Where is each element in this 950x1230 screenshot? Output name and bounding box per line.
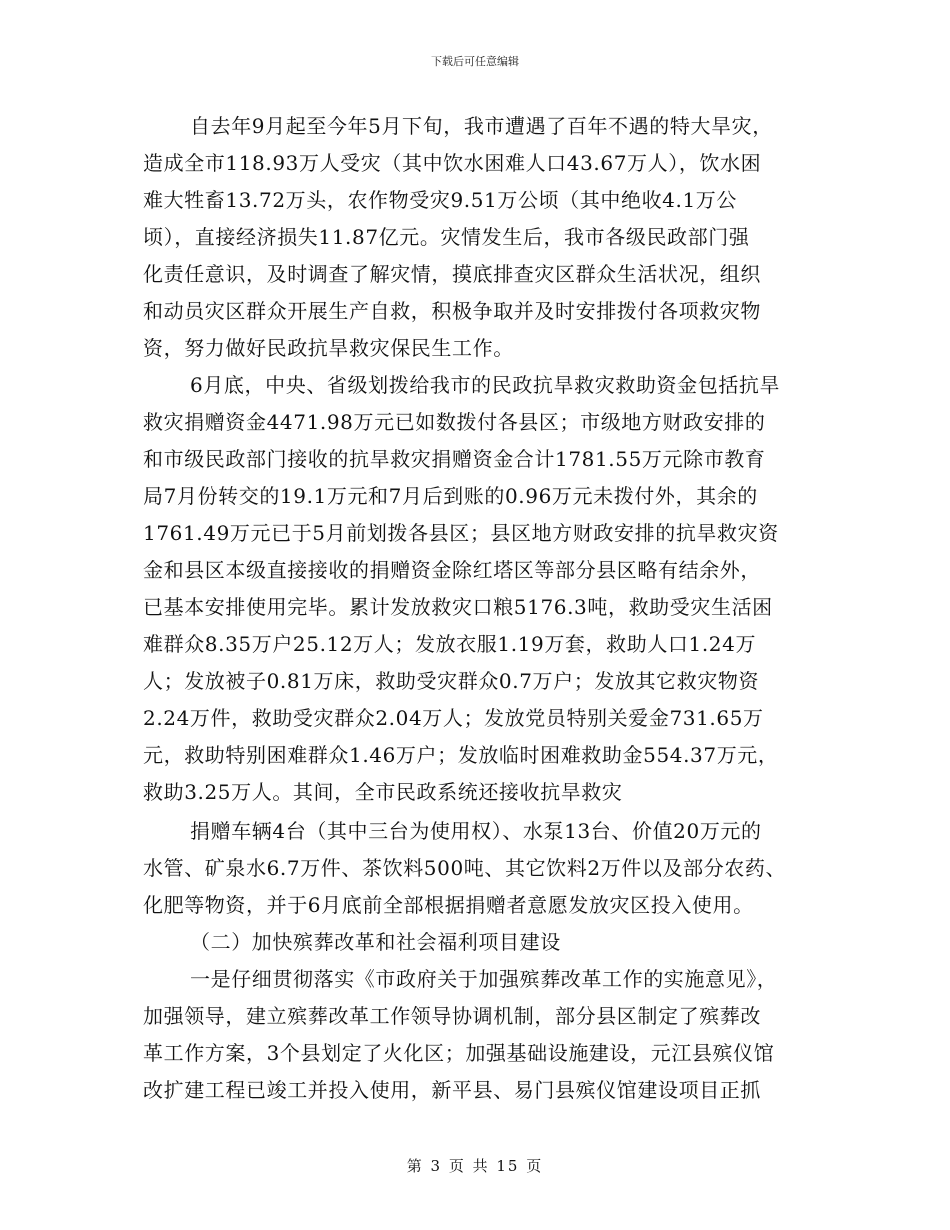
body-line: 金和县区本级直接接收的捐赠资金除红塔区等部分县区略有结余外， bbox=[143, 558, 761, 582]
body-line: 革工作方案，3个县划定了火化区；加强基础设施建设，元江县殡仪馆 bbox=[143, 1041, 775, 1065]
body-line: 顷），直接经济损失11.87亿元。灾情发生后，我市各级民政部门强 bbox=[143, 225, 750, 249]
body-line: 元，救助特别困难群众1.46万户；发放临时困难救助金554.37万元， bbox=[143, 743, 779, 767]
body-line: 和动员灾区群众开展生产自救，积极争取并及时安排拨付各项救灾物 bbox=[143, 299, 761, 323]
body-line: 化肥等物资，并于6月底前全部根据捐赠者意愿发放灾区投入使用。 bbox=[143, 893, 754, 917]
body-line: 水管、矿泉水6.7万件、茶饮料500吨、其它饮料2万件以及部分农药、 bbox=[143, 856, 787, 880]
section-heading: （二）加快殡葬改革和社会福利项目建设 bbox=[190, 930, 561, 954]
body-line: 救助3.25万人。其间，全市民政系统还接收抗旱救灾 bbox=[143, 780, 623, 804]
body-line: 自去年9月起至今年5月下旬，我市遭遇了百年不遇的特大旱灾， bbox=[190, 114, 773, 138]
body-line: 难群众8.35万户25.12万人；发放衣服1.19万套，救助人口1.24万 bbox=[143, 632, 757, 656]
body-line: 改扩建工程已竣工并投入使用，新平县、易门县殡仪馆建设项目正抓 bbox=[143, 1078, 761, 1102]
body-line: 已基本安排使用完毕。累计发放救灾口粮5176.3吨，救助受灾生活困 bbox=[143, 595, 773, 619]
body-line: 造成全市118.93万人受灾（其中饮水困难人口43.67万人），饮水困 bbox=[143, 151, 762, 175]
body-line: 一是仔细贯彻落实《市政府关于加强殡葬改革工作的实施意见》， bbox=[190, 967, 778, 991]
body-line: 化责任意识，及时调查了解灾情，摸底排查灾区群众生活状况，组织 bbox=[143, 262, 761, 286]
body-line: 和市级民政部门接收的抗旱救灾捐赠资金合计1781.55万元除市教育 bbox=[143, 447, 766, 471]
body-line: 人；发放被子0.81万床，救助受灾群众0.7万户；发放其它救灾物资 bbox=[143, 669, 760, 693]
body-line: 1761.49万元已于5月前划拨各县区；县区地方财政安排的抗旱救灾资 bbox=[143, 521, 779, 545]
body-line: 局7月份转交的19.1万元和7月后到账的0.96万元未拨付外，其余的 bbox=[143, 484, 758, 508]
page-header: 下载后可任意编辑 bbox=[431, 55, 519, 68]
body-line: 难大牲畜13.72万头，农作物受灾9.51万公顷（其中绝收4.1万公 bbox=[143, 188, 737, 212]
body-line: 2.24万件，救助受灾群众2.04万人；发放党员特别关爱金731.65万 bbox=[143, 706, 764, 730]
body-line: 捐赠车辆4台（其中三台为使用权）、水泵13台、价值20万元的 bbox=[190, 819, 762, 843]
page-footer: 第 3 页 共 15 页 bbox=[406, 1157, 544, 1175]
body-line: 救灾捐赠资金4471.98万元已如数拨付各县区；市级地方财政安排的 bbox=[143, 410, 766, 434]
body-line: 6月底，中央、省级划拨给我市的民政抗旱救灾救助资金包括抗旱 bbox=[190, 373, 781, 397]
body-line: 资，努力做好民政抗旱救灾保民生工作。 bbox=[143, 336, 514, 360]
body-line: 加强领导，建立殡葬改革工作领导协调机制，部分县区制定了殡葬改 bbox=[143, 1004, 761, 1028]
